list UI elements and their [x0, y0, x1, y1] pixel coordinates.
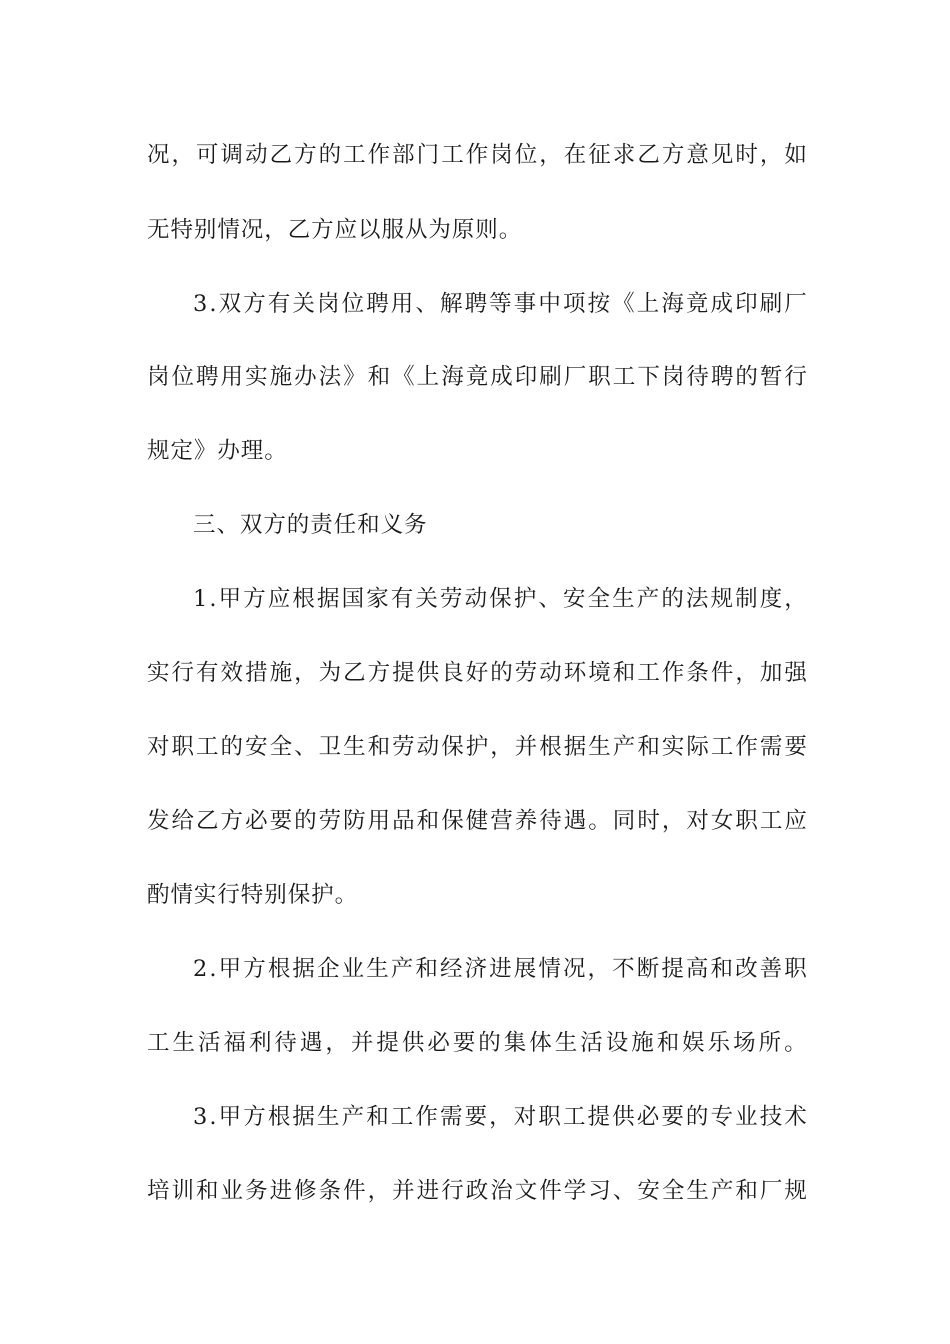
line-text: 实 行 有 效 措 施 ， 为 乙 方 提 供 良 好 的 劳 动 环 境 和 工 作 条 件 ， 加 强	[147, 660, 807, 686]
text-line	[193, 954, 807, 984]
text-line	[147, 1028, 807, 1058]
text-line	[147, 1176, 807, 1206]
text-line	[147, 806, 807, 836]
line-text: 3 . 双 方 有 关 岗 位 聘 用 、 解 聘 等 事 中 项 按 《 上 海 竟 成 印 刷 厂	[193, 291, 807, 317]
text-line	[193, 584, 807, 614]
line-text: 2 . 甲 方 根 据 企 业 生 产 和 经 济 进 展 情 况 ， 不 断 提 高 和 改 善 职	[193, 956, 807, 982]
text-line	[147, 140, 807, 170]
text-line	[147, 732, 807, 762]
text-line	[147, 215, 807, 245]
line-text: 1 . 甲 方 应 根 据 国 家 有 关 劳 动 保 护 、 安 全 生 产 的 法 规 制 度 ，	[193, 586, 807, 612]
line-text: 培 训 和 业 务 进 修 条 件 ， 并 进 行 政 治 文 件 学 习 、 安 全 生 产 和 厂 规	[147, 1178, 807, 1204]
line-text: 酌情实行特别保护。	[147, 882, 359, 908]
line-text: 无特别情况，乙方应以服从为原则。	[147, 217, 523, 243]
text-line	[193, 1102, 807, 1132]
text-line	[147, 436, 807, 466]
line-text: 岗 位 聘 用 实 施 办 法 》 和 《 上 海 竟 成 印 刷 厂 职 工 下 岗 待 聘 的 暂 行	[147, 364, 807, 390]
line-text: 发 给 乙 方 必 要 的 劳 防 用 品 和 保 健 营 养 待 遇 。 同 时 ， 对 女 职 工 应	[147, 808, 807, 834]
line-text: 对 职 工 的 安 全 、 卫 生 和 劳 动 保 护 ， 并 根 据 生 产 和 实 际 工 作 需 要	[147, 734, 807, 760]
line-text: 工 生 活 福 利 待 遇 ， 并 提 供 必 要 的 集 体 生 活 设 施 和 娱 乐 场 所 。	[147, 1030, 807, 1056]
text-line	[147, 880, 807, 910]
line-text: 3 . 甲 方 根 据 生 产 和 工 作 需 要 ， 对 职 工 提 供 必 要 的 专 业 技 术	[193, 1104, 807, 1130]
text-line	[193, 289, 807, 319]
line-text: 况 ， 可 调 动 乙 方 的 工 作 部 门 工 作 岗 位 ， 在 征 求 乙 方 意 见 时 ， 如	[147, 142, 807, 168]
line-text: 规定》办理。	[147, 438, 288, 464]
section-heading	[193, 510, 807, 540]
text-line	[147, 362, 807, 392]
text-line	[147, 658, 807, 688]
line-text: 三、双方的责任和义务	[193, 512, 428, 538]
